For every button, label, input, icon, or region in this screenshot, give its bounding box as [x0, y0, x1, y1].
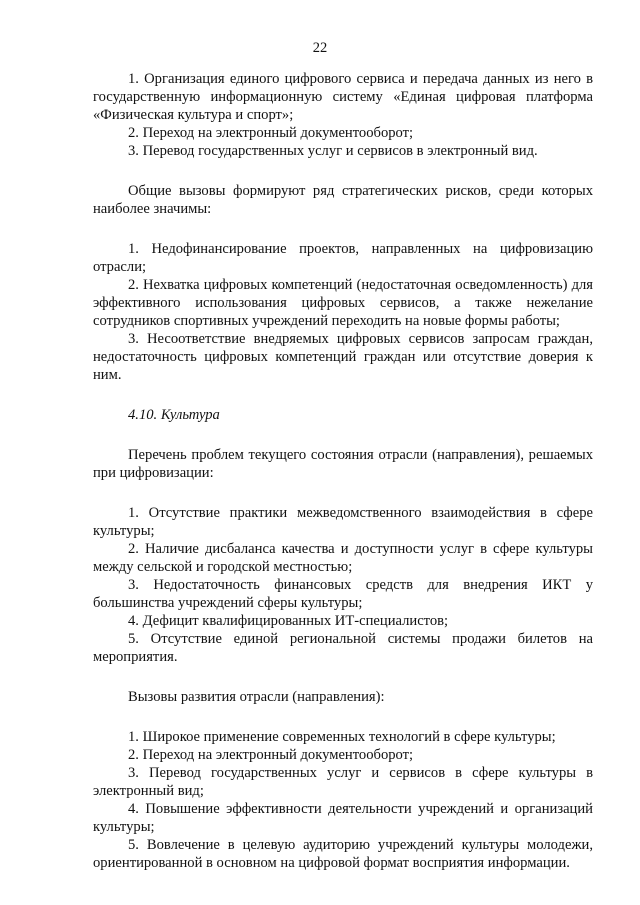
list-item: 2. Переход на электронный документооборот;: [128, 125, 414, 141]
list-item: 1. Отсутствие практики межведомственного взаимодействия в сфере культуры;: [93, 505, 593, 539]
spacer: [93, 424, 593, 446]
list-item: 1. Организация единого цифрового сервиса и передача данных из него в государственную информационную систему «Единая цифровая платформа «Физическая культура и спорт»;: [93, 71, 593, 123]
list-item: 2. Наличие дисбаланса качества и доступности услуг в сфере культуры между сельской и городской местностью;: [93, 541, 593, 575]
list-item: 3. Несоответствие внедряемых цифровых сервисов запросам граждан, недостаточность цифровых компетенций граждан или отсутствие доверия к ним.: [93, 331, 593, 383]
section-heading: 4.10. Культура: [128, 407, 220, 423]
spacer: [93, 482, 593, 504]
page-body: [93, 70, 593, 872]
list-item: 5. Вовлечение в целевую аудиторию учреждений культуры молодежи, ориентированной в основном на цифровой формат восприятия информации.: [93, 837, 593, 871]
list-item: 1. Недофинансирование проектов, направленных на цифровизацию отрасли;: [93, 241, 593, 275]
list-item: 5. Отсутствие единой региональной системы продажи билетов на мероприятия.: [93, 631, 593, 665]
list-item: 4. Повышение эффективности деятельности учреждений и организаций культуры;: [93, 801, 593, 835]
spacer: [93, 706, 593, 728]
spacer: [93, 666, 593, 688]
spacer: [93, 160, 593, 182]
list-item: 2. Нехватка цифровых компетенций (недостаточная осведомленность) для эффективного использования цифровых сервисов, а также нежелание сотрудников спортивных учреждений переходить на новые формы работы;: [93, 277, 593, 329]
list-item: 3. Недостаточность финансовых средств для внедрения ИКТ у большинства учреждений сферы культуры;: [93, 577, 593, 611]
list-item: 3. Перевод государственных услуг и сервисов в сфере культуры в электронный вид;: [93, 765, 593, 799]
list-item: 1. Широкое применение современных технологий в сфере культуры;: [128, 729, 556, 745]
list-item: 3. Перевод государственных услуг и сервисов в электронный вид.: [128, 143, 538, 159]
list-item: 4. Дефицит квалифицированных ИТ-специалистов;: [128, 613, 449, 629]
paragraph-problems-intro: Перечень проблем текущего состояния отрасли (направления), решаемых при цифровизации:: [93, 447, 593, 481]
list-item: 2. Переход на электронный документооборот;: [128, 747, 414, 763]
paragraph-risks-intro: Общие вызовы формируют ряд стратегических рисков, среди которых наиболее значимы:: [93, 183, 593, 217]
spacer: [93, 384, 593, 406]
spacer: [93, 218, 593, 240]
paragraph-challenges-intro: Вызовы развития отрасли (направления):: [128, 689, 385, 705]
page-number: 22: [312, 40, 328, 56]
